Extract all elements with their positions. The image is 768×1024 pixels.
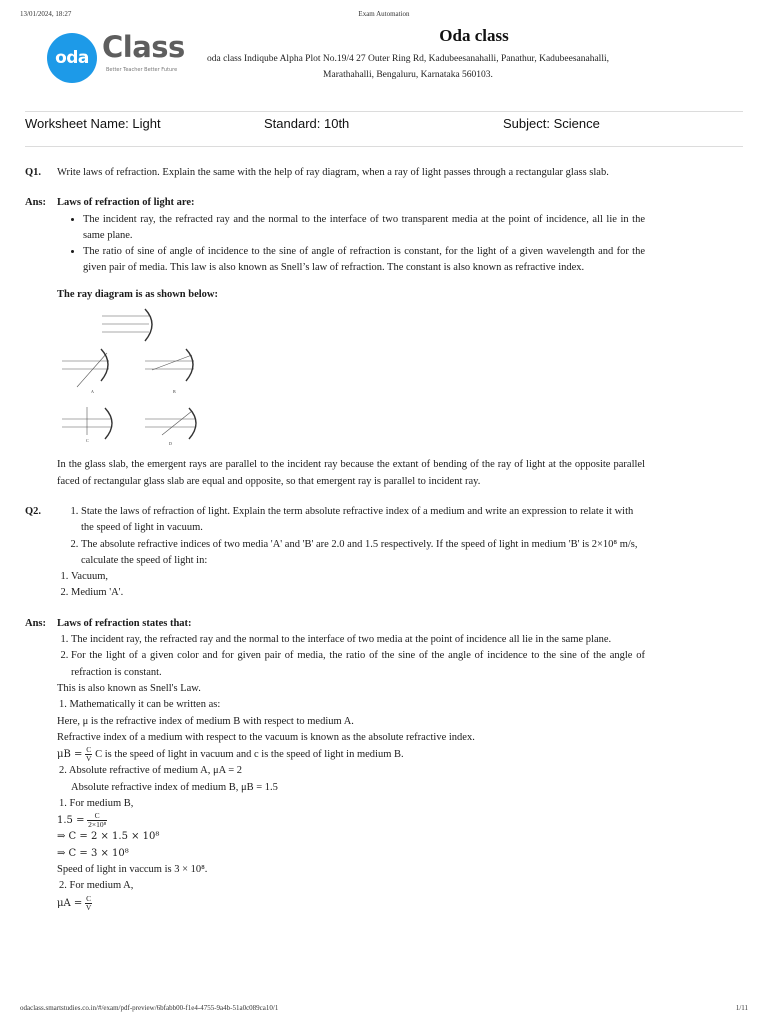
logo-word: Class	[102, 30, 185, 64]
answer-label: Ans:	[25, 617, 47, 629]
logo-tagline: Better Teacher Better Future	[106, 67, 178, 73]
divider-top	[25, 111, 743, 112]
equation-1: 1.5 = $\frac{C}{\text{2×10⁸}}$	[57, 811, 107, 830]
absolute-definition: Refractive index of a medium with respect to the vacuum is known as the absolute refractive index.	[57, 731, 475, 743]
list-item: 2. The absolute refractive indices of two media 'A' and 'B' are 2.0 and 1.5 respectively. If the speed of light in medium 'B' is 2×10⁸ m/s, calculate the speed of light in:	[81, 537, 645, 570]
laws-list	[57, 632, 645, 681]
question-label: Q1.	[25, 167, 42, 178]
absolute-b: Absolute refractive index of medium B, μB = 1.5	[71, 781, 278, 793]
print-header	[20, 10, 748, 22]
diagram-label-b: B	[173, 389, 176, 395]
equation-3: ⇒ C = 3 × 10⁸	[57, 847, 129, 859]
for-medium-b: 1. For medium B,	[59, 797, 134, 809]
ray-diagram-b	[145, 349, 194, 381]
ray-diagram-top	[102, 309, 152, 341]
mu-b-lhs: μB =	[57, 749, 83, 761]
print-page-title: Exam Automation	[358, 10, 410, 18]
fraction: $\frac{C}{\text{2×10⁸}}$	[88, 811, 107, 830]
institute-name: Oda class	[439, 26, 509, 45]
answer-body	[57, 616, 645, 912]
list-item: 1. Vacuum,	[71, 569, 645, 585]
step-2: 2. Absolute refractive of medium A, μA = 2	[59, 765, 243, 777]
answer-1	[25, 195, 645, 490]
fraction: $\frac{C}{V}$	[86, 745, 92, 764]
answer-heading: Laws of refraction states that:	[57, 617, 192, 629]
worksheet-standard: Standard: 10th	[264, 116, 350, 131]
question-body	[57, 504, 645, 602]
mu-a-expression: μA = $\frac{C}{V}$	[57, 893, 92, 912]
answer-heading: Laws of refraction of light are:	[57, 197, 195, 209]
oda-class-logo	[47, 30, 197, 83]
divider-bottom	[25, 146, 743, 147]
answer-label: Ans:	[25, 197, 47, 209]
diagram-label-c: C	[86, 438, 89, 444]
question-1	[25, 165, 645, 181]
ray-diagram-d	[145, 408, 196, 439]
diagram-label-d: D	[169, 441, 172, 447]
question-text: Write laws of refraction. Explain the same with the help of ray diagram, when a ray of light passes through a rectangular glass slab.	[57, 167, 609, 178]
question-sub-items	[57, 569, 645, 602]
mu-b-rest: C is the speed of light in vacuum and c is the speed of light in medium B.	[95, 749, 404, 761]
answer-conclusion: In the glass slab, the emergent rays are parallel to the incident ray because the extant of bending of the ray of light at the opposite parallel faced of rectangular glass slab are equal and opposite, so that emergent ray is parallel to incident ray.	[57, 459, 645, 487]
worksheet-name: Worksheet Name: Light	[25, 116, 161, 131]
ray-diagram-a	[62, 349, 109, 387]
list-item: 2. Medium 'A'.	[71, 585, 645, 601]
page-number: 1/11	[735, 1004, 748, 1012]
list-item: 1. The incident ray, the refracted ray and the normal to the interface of two media at the point of incidence all lie in the same plane.	[71, 632, 645, 648]
step-1: 1. Mathematically it can be written as:	[59, 699, 221, 711]
for-medium-a: 2. For medium A,	[59, 880, 134, 892]
list-item: 2. For the light of a given color and for given pair of media, the ratio of the sine of the angle of incidence to the sine of the angle of refraction is constant.	[71, 648, 645, 681]
print-datetime: 13/01/2024, 18:27	[20, 10, 72, 18]
worksheet-subject: Subject: Science	[503, 116, 600, 131]
ray-diagram-c	[62, 407, 112, 439]
question-2	[25, 504, 645, 602]
fraction: $\frac{C}{V}$	[85, 893, 92, 912]
diagram-label-a: A	[91, 389, 94, 395]
speed-in-vacuum: Speed of light in vaccum is 3 × 10⁸.	[57, 864, 208, 876]
equation-2: ⇒ C = 2 × 1.5 × 10⁸	[57, 831, 160, 843]
list-item: • The ratio of sine of angle of incidence to the sine of angle of refraction is constant, for the light of a given wavelength and for the given pair of media. This law is also known as Snell’s law of refraction. The constant is also known as refractive index.	[83, 244, 645, 277]
question-items	[57, 504, 645, 569]
snell-note: This is also known as Snell's Law.	[57, 682, 201, 694]
print-footer	[20, 1004, 748, 1016]
institute-address: oda class Indiqube Alpha Plot No.19/4 27 Outer Ring Rd, Kadubeesanahalli, Panathur, Kadubeesanahalli, Marathahalli, Bengaluru, Karnataka 560103.	[207, 54, 609, 80]
ray-diagram	[57, 307, 207, 447]
answer-2	[25, 616, 645, 912]
diagram-heading: The ray diagram is as shown below:	[57, 288, 219, 300]
answer-body	[57, 195, 645, 490]
print-url: odaclass.smartstudies.co.in/#/exam/pdf-preview/6bfabb00-f1e4-4755-9a4b-51a0c089ca10/1	[20, 1004, 279, 1012]
question-label: Q2.	[25, 505, 42, 517]
here-line: Here, μ is the refractive index of medium B with respect to medium A.	[57, 715, 354, 727]
mu-b-expression	[57, 746, 645, 763]
worksheet-content	[25, 165, 645, 912]
logo-mark: oda	[47, 33, 97, 83]
worksheet-meta	[25, 116, 743, 132]
laws-list	[57, 212, 645, 277]
list-item: 1. State the laws of refraction of light. Explain the term absolute refractive index of a medium and write an expression to relate it with the speed of light in vacuum.	[81, 504, 645, 537]
list-item: • The incident ray, the refracted ray and the normal to the interface of two transparent media at the point of incidence, all lie in the same plane.	[83, 212, 645, 245]
